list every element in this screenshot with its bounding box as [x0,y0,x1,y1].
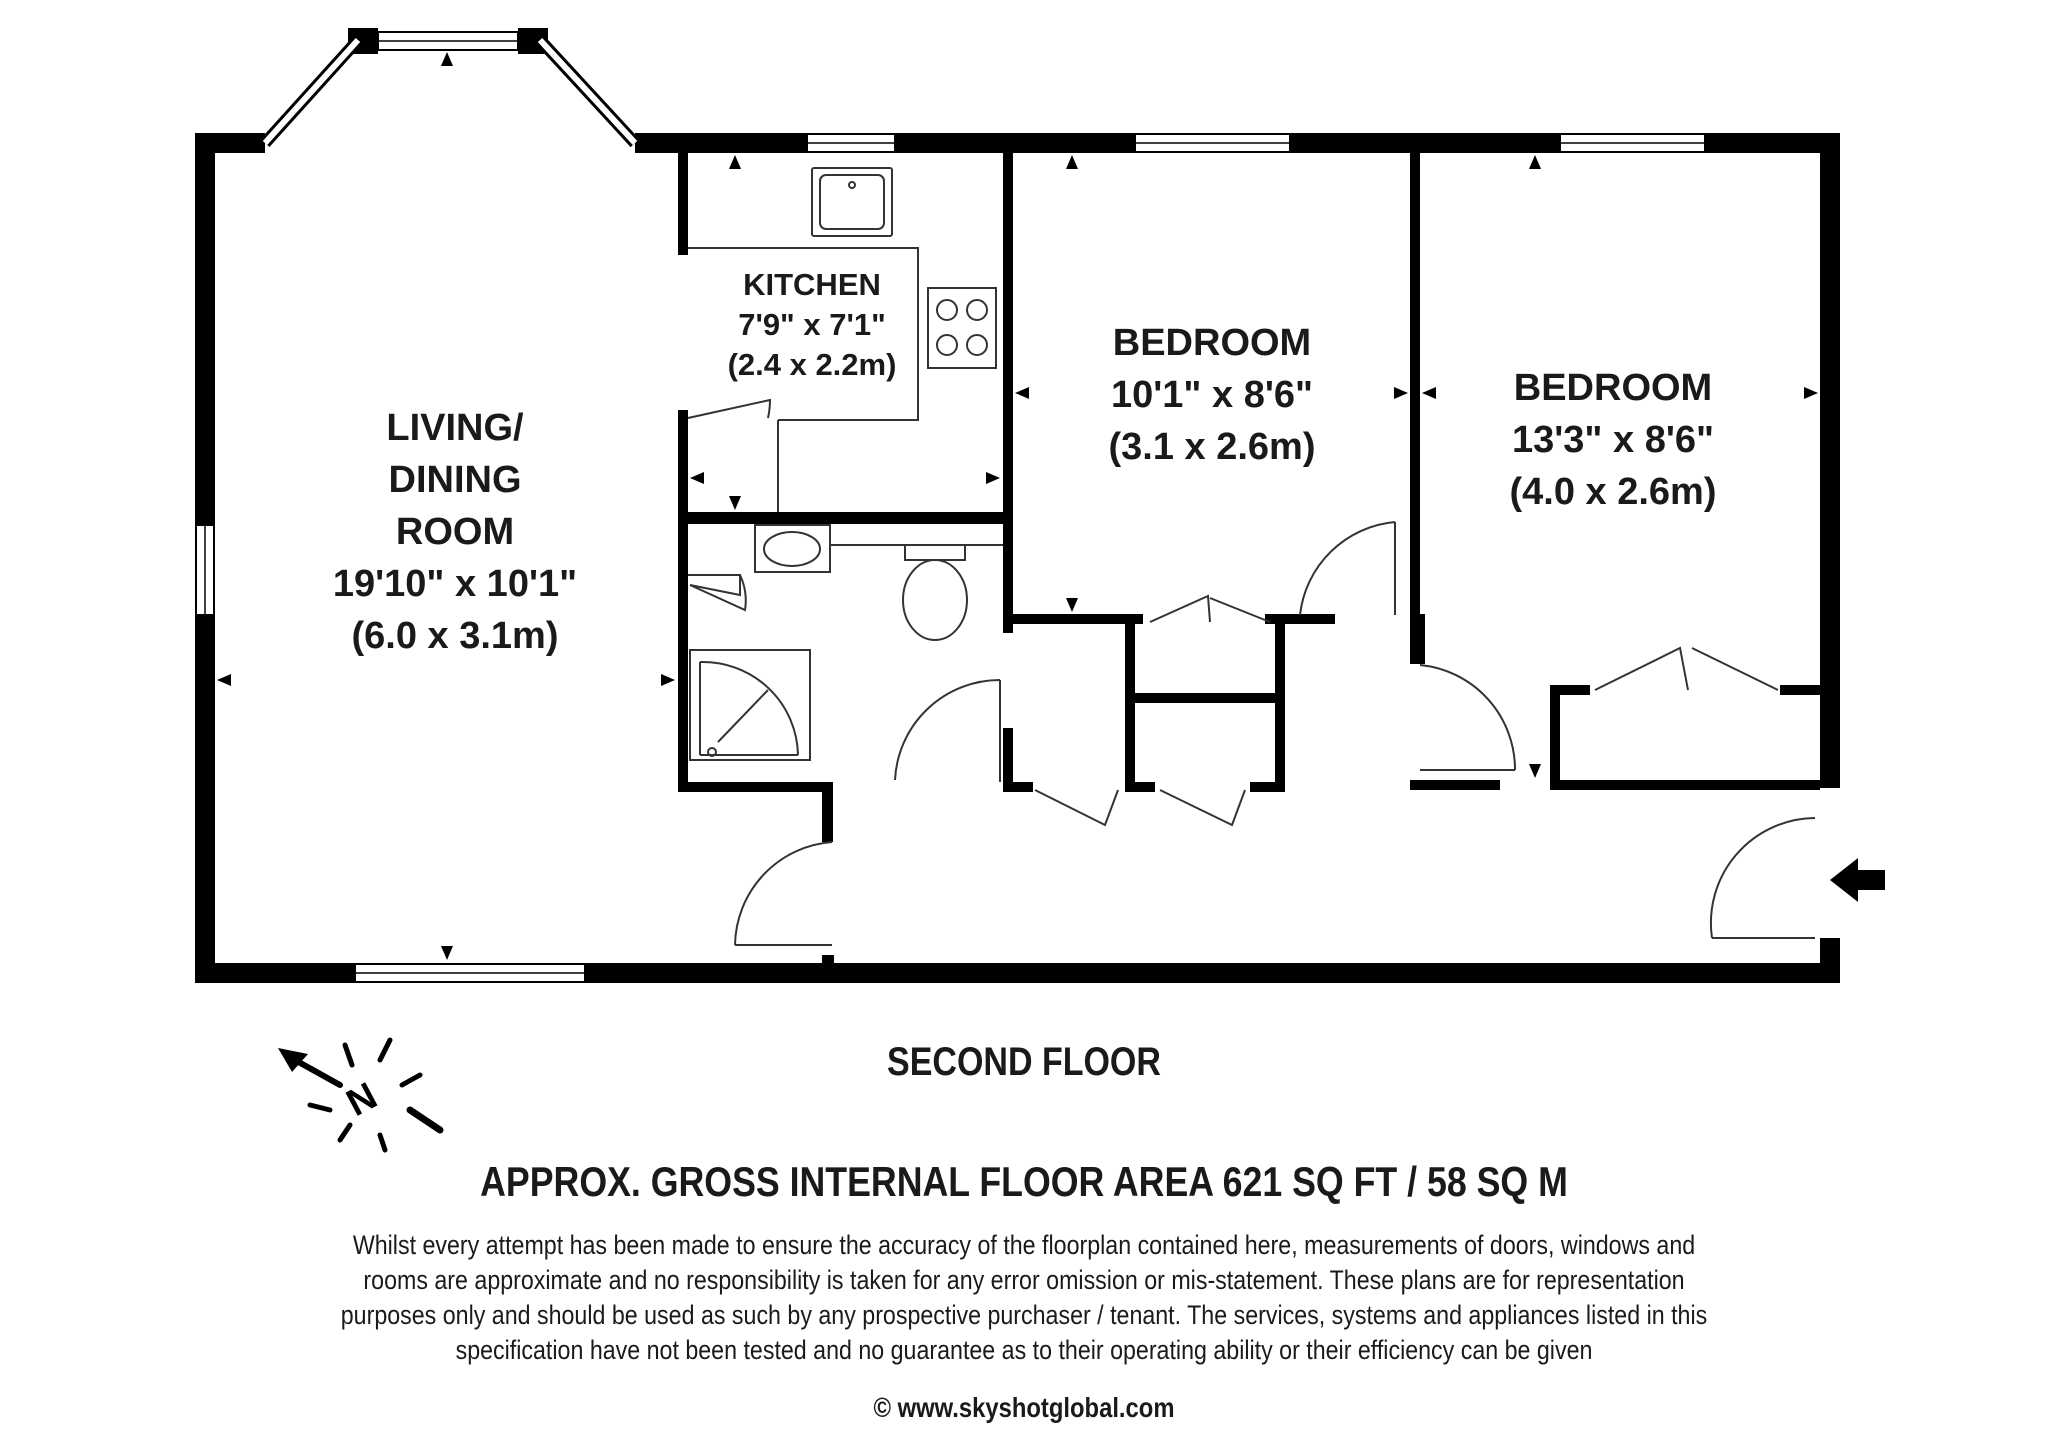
disclaimer [143,1228,1904,1368]
living-name-3: ROOM [395,511,515,553]
bedroom1-imperial: 10'1" x 8'6" [1110,374,1314,416]
sink-icon [812,168,892,236]
disclaimer-line: Whilst every attempt has been made to ensure the accuracy of the floorplan contained here, measurements of doors, windows and [352,1230,1696,1260]
disclaimer-line: specification have not been tested and no guarantee as to their operating ability or their efficiency can be given [455,1335,1593,1365]
windows [196,32,1705,982]
bedroom1-label [1109,322,1316,468]
disclaimer-line: rooms are approximate and no responsibility is taken for any error omission or mis-statement. These plans are for representation [363,1265,1685,1295]
kitchen-metric: (2.4 x 2.2m) [727,347,897,382]
bedroom2-name: BEDROOM [1513,367,1713,409]
living-imperial: 19'10" x 10'1" [332,563,578,605]
kitchen-name: KITCHEN [743,267,881,302]
bedroom1-name: BEDROOM [1112,322,1312,364]
living-name-2: DINING [388,459,522,501]
floor-area: APPROX. GROSS INTERNAL FLOOR AREA 621 SQ FT / 58 SQ M [480,1158,1568,1205]
disclaimer-line: purposes only and should be used as such by any prospective purchaser / tenant. The services, systems and appliances listed in this [340,1300,1708,1330]
kitchen-imperial: 7'9" x 7'1" [738,307,886,342]
compass-n-label: N [340,1075,384,1125]
bedroom1-metric: (3.1 x 2.6m) [1108,426,1316,468]
living-room-label [333,407,577,657]
floor-title: SECOND FLOOR [887,1040,1161,1084]
living-metric: (6.0 x 3.1m) [351,615,559,657]
kitchen-label [728,267,897,382]
bedroom2-label [1510,367,1717,513]
copyright-credit[interactable]: © www.skyshotglobal.com [873,1392,1175,1423]
bedroom2-metric: (4.0 x 2.6m) [1509,471,1717,513]
bay-window [265,40,635,143]
hob-icon [928,288,996,368]
bedroom2-imperial: 13'3" x 8'6" [1511,419,1715,461]
toilet-icon [905,545,965,560]
living-name-1: LIVING/ [386,407,524,449]
entrance-arrow-icon [1830,858,1885,902]
